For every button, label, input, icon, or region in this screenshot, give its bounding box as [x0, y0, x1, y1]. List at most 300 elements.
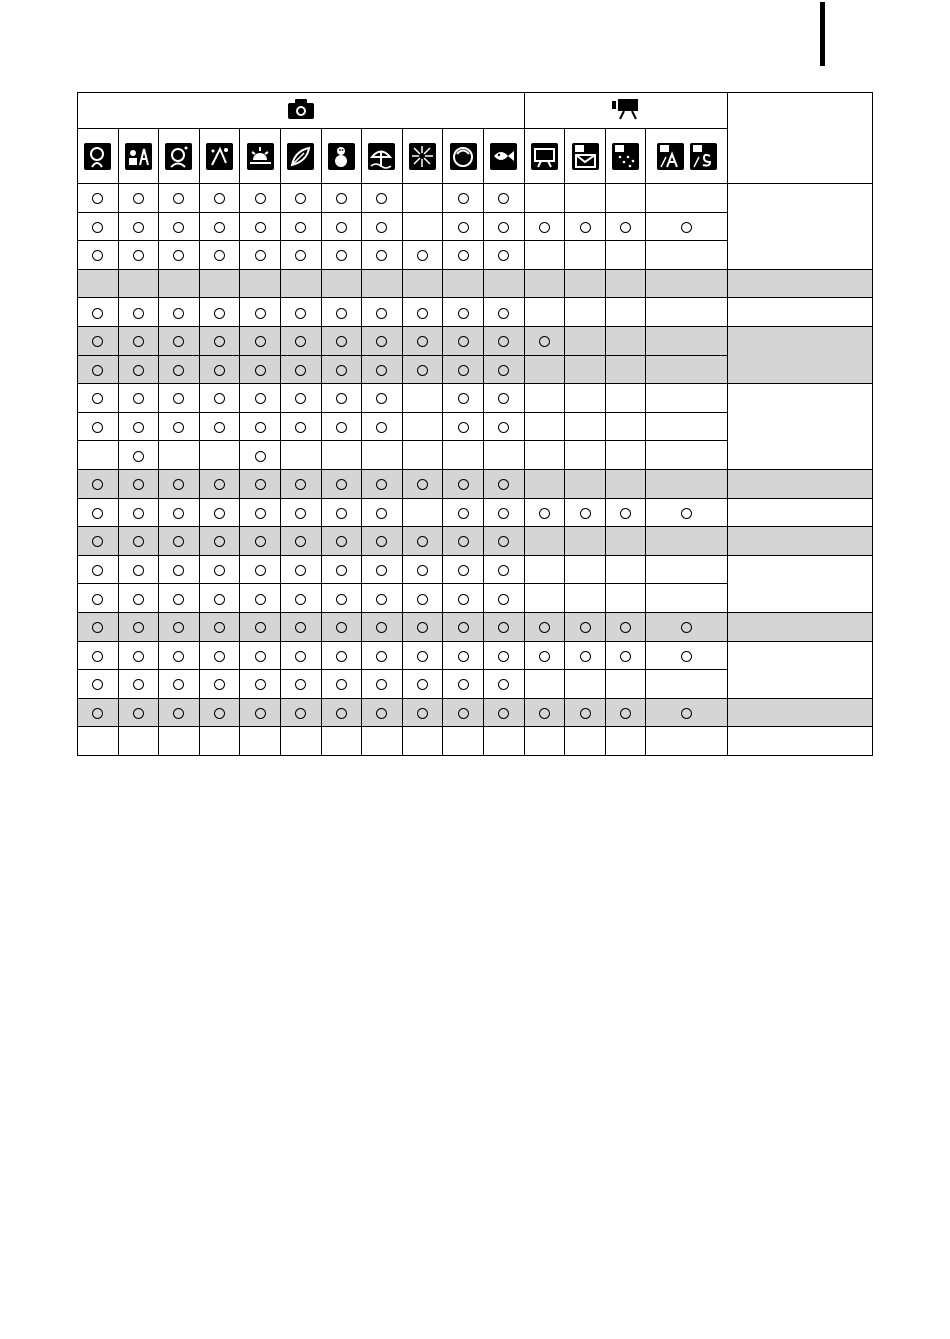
table-cell	[280, 184, 321, 213]
table-cell	[199, 298, 240, 327]
table-cell	[605, 269, 646, 298]
available-mark-icon	[295, 222, 306, 233]
table-cell	[78, 412, 119, 441]
table-cell	[280, 355, 321, 384]
table-cell	[321, 641, 362, 670]
available-mark-icon	[92, 422, 103, 433]
table-cell	[565, 527, 606, 556]
table-cell	[483, 641, 524, 670]
table-cell	[199, 555, 240, 584]
available-mark-icon	[173, 508, 184, 519]
available-mark-icon	[92, 393, 103, 404]
available-mark-icon	[498, 594, 509, 605]
available-mark-icon	[255, 422, 266, 433]
table-cell	[118, 441, 159, 470]
available-mark-icon	[681, 508, 692, 519]
available-mark-icon	[417, 565, 428, 576]
table-cell	[524, 241, 565, 270]
table-cell	[118, 698, 159, 727]
available-mark-icon	[376, 222, 387, 233]
table-row	[78, 326, 873, 355]
table-cell	[362, 326, 403, 355]
table-cell	[362, 498, 403, 527]
table-cell	[565, 298, 606, 327]
movie-header-cell	[524, 93, 727, 129]
available-mark-icon	[498, 365, 509, 376]
scene-column-header	[159, 129, 200, 184]
available-mark-icon	[295, 679, 306, 690]
available-mark-icon	[214, 679, 225, 690]
table-cell	[524, 326, 565, 355]
table-cell	[280, 469, 321, 498]
table-cell	[565, 555, 606, 584]
available-mark-icon	[417, 651, 428, 662]
available-mark-icon	[214, 222, 225, 233]
available-mark-icon	[417, 536, 428, 547]
scene-column-header	[362, 129, 403, 184]
table-cell	[159, 698, 200, 727]
available-mark-icon	[133, 479, 144, 490]
table-cell	[443, 584, 484, 613]
available-mark-icon	[458, 565, 469, 576]
available-mark-icon	[92, 708, 103, 719]
table-cell	[443, 698, 484, 727]
available-mark-icon	[173, 479, 184, 490]
beach-icon	[368, 143, 395, 170]
available-mark-icon	[173, 393, 184, 404]
table-cell	[565, 412, 606, 441]
table-cell	[443, 412, 484, 441]
available-mark-icon	[92, 336, 103, 347]
table-cell	[78, 641, 119, 670]
table-cell	[362, 527, 403, 556]
table-cell	[402, 441, 443, 470]
table-cell	[402, 612, 443, 641]
available-mark-icon	[295, 536, 306, 547]
table-cell	[159, 612, 200, 641]
table-row	[78, 498, 873, 527]
available-mark-icon	[92, 308, 103, 319]
table-cell	[118, 498, 159, 527]
table-cell	[78, 498, 119, 527]
table-cell	[362, 441, 403, 470]
table-cell	[565, 384, 606, 413]
table-cell	[240, 469, 281, 498]
table-cell	[483, 670, 524, 699]
table-row	[78, 469, 873, 498]
available-mark-icon	[620, 508, 631, 519]
table-cell	[524, 527, 565, 556]
table-cell	[199, 698, 240, 727]
table-cell	[524, 670, 565, 699]
table-cell	[280, 498, 321, 527]
table-cell	[78, 612, 119, 641]
available-mark-icon	[458, 336, 469, 347]
table-cell	[443, 355, 484, 384]
table-cell	[605, 698, 646, 727]
table-cell	[362, 269, 403, 298]
available-mark-icon	[214, 422, 225, 433]
scene-column-header	[321, 129, 362, 184]
available-mark-icon	[417, 594, 428, 605]
scene-column-header	[605, 129, 646, 184]
available-mark-icon	[214, 708, 225, 719]
table-cell	[565, 269, 606, 298]
portrait-icon	[84, 143, 111, 170]
table-cell	[118, 298, 159, 327]
available-mark-icon	[539, 651, 550, 662]
table-cell	[321, 355, 362, 384]
table-cell	[565, 727, 606, 756]
table-cell	[159, 184, 200, 213]
scene-column-header	[199, 129, 240, 184]
available-mark-icon	[376, 308, 387, 319]
table-cell	[646, 298, 727, 327]
table-cell	[443, 384, 484, 413]
table-cell	[362, 698, 403, 727]
table-cell	[483, 184, 524, 213]
table-cell	[362, 212, 403, 241]
available-mark-icon	[376, 622, 387, 633]
table-cell	[524, 641, 565, 670]
available-mark-icon	[580, 222, 591, 233]
available-mark-icon	[214, 193, 225, 204]
table-cell	[605, 727, 646, 756]
available-mark-icon	[295, 365, 306, 376]
available-mark-icon	[214, 365, 225, 376]
available-mark-icon	[255, 536, 266, 547]
available-mark-icon	[376, 651, 387, 662]
table-cell	[646, 670, 727, 699]
table-cell	[199, 384, 240, 413]
table-cell	[78, 527, 119, 556]
table-cell	[362, 469, 403, 498]
movie-standard-icon	[531, 143, 558, 170]
table-cell	[362, 584, 403, 613]
table-cell	[443, 641, 484, 670]
table-cell	[402, 355, 443, 384]
table-cell	[483, 412, 524, 441]
table-cell	[483, 212, 524, 241]
table-cell	[402, 212, 443, 241]
available-mark-icon	[133, 336, 144, 347]
table-cell	[240, 269, 281, 298]
table-cell	[321, 612, 362, 641]
table-cell	[240, 241, 281, 270]
table-cell	[118, 527, 159, 556]
available-mark-icon	[376, 708, 387, 719]
available-mark-icon	[458, 622, 469, 633]
table-cell	[240, 212, 281, 241]
available-mark-icon	[336, 193, 347, 204]
table-cell	[605, 184, 646, 213]
table-cell	[443, 212, 484, 241]
available-mark-icon	[681, 622, 692, 633]
table-cell	[78, 355, 119, 384]
table-cell	[78, 212, 119, 241]
available-mark-icon	[620, 622, 631, 633]
table-cell	[159, 527, 200, 556]
available-mark-icon	[133, 250, 144, 261]
table-cell	[280, 641, 321, 670]
available-mark-icon	[295, 622, 306, 633]
available-mark-icon	[255, 508, 266, 519]
table-cell	[443, 727, 484, 756]
table-cell	[159, 326, 200, 355]
table-cell	[402, 670, 443, 699]
table-cell	[240, 527, 281, 556]
table-cell	[321, 555, 362, 584]
available-mark-icon	[681, 222, 692, 233]
table-cell	[280, 670, 321, 699]
available-mark-icon	[336, 565, 347, 576]
available-mark-icon	[133, 594, 144, 605]
available-mark-icon	[92, 250, 103, 261]
table-cell	[78, 698, 119, 727]
table-cell	[402, 184, 443, 213]
available-mark-icon	[173, 222, 184, 233]
available-mark-icon	[336, 622, 347, 633]
table-cell	[78, 241, 119, 270]
table-row	[78, 641, 873, 670]
available-mark-icon	[255, 479, 266, 490]
available-mark-icon	[173, 679, 184, 690]
available-mark-icon	[376, 365, 387, 376]
table-cell	[605, 384, 646, 413]
table-cell	[483, 698, 524, 727]
available-mark-icon	[133, 679, 144, 690]
scene-column-header	[524, 129, 565, 184]
table-cell	[199, 469, 240, 498]
available-mark-icon	[92, 679, 103, 690]
table-cell	[483, 241, 524, 270]
foliage-icon	[287, 143, 314, 170]
table-cell	[199, 527, 240, 556]
available-mark-icon	[255, 651, 266, 662]
table-cell	[118, 184, 159, 213]
table-cell	[646, 355, 727, 384]
table-cell	[362, 670, 403, 699]
available-mark-icon	[336, 222, 347, 233]
available-mark-icon	[295, 422, 306, 433]
reference-cell	[727, 641, 872, 698]
available-mark-icon	[133, 365, 144, 376]
table-cell	[159, 241, 200, 270]
table-cell	[565, 355, 606, 384]
available-mark-icon	[255, 594, 266, 605]
table-cell	[605, 298, 646, 327]
table-cell	[646, 469, 727, 498]
available-mark-icon	[336, 250, 347, 261]
table-cell	[118, 355, 159, 384]
table-cell	[646, 698, 727, 727]
available-mark-icon	[255, 708, 266, 719]
table-cell	[402, 412, 443, 441]
scene-column-header	[443, 129, 484, 184]
table-cell	[159, 641, 200, 670]
table-cell	[483, 298, 524, 327]
reference-cell	[727, 469, 872, 498]
table-cell	[199, 612, 240, 641]
table-cell	[280, 527, 321, 556]
table-cell	[240, 584, 281, 613]
table-cell	[280, 212, 321, 241]
available-mark-icon	[580, 708, 591, 719]
table-cell	[240, 727, 281, 756]
table-cell	[159, 498, 200, 527]
available-mark-icon	[255, 365, 266, 376]
table-cell	[483, 355, 524, 384]
table-cell	[362, 184, 403, 213]
table-cell	[524, 612, 565, 641]
table-cell	[605, 527, 646, 556]
table-cell	[565, 498, 606, 527]
table-cell	[280, 727, 321, 756]
available-mark-icon	[255, 250, 266, 261]
table-cell	[443, 670, 484, 699]
available-mark-icon	[214, 250, 225, 261]
table-cell	[402, 469, 443, 498]
available-mark-icon	[173, 651, 184, 662]
table-cell	[524, 269, 565, 298]
available-mark-icon	[295, 336, 306, 347]
table-cell	[483, 727, 524, 756]
table-cell	[118, 555, 159, 584]
available-mark-icon	[458, 594, 469, 605]
available-mark-icon	[681, 708, 692, 719]
table-cell	[443, 555, 484, 584]
table-cell	[483, 527, 524, 556]
table-cell	[362, 412, 403, 441]
fireworks-icon	[409, 143, 436, 170]
table-cell	[199, 184, 240, 213]
table-cell	[159, 584, 200, 613]
available-mark-icon	[458, 708, 469, 719]
table-cell	[240, 326, 281, 355]
table-row	[78, 184, 873, 213]
table-cell	[240, 612, 281, 641]
table-cell	[280, 412, 321, 441]
table-row	[78, 527, 873, 556]
table-cell	[199, 241, 240, 270]
sunset-icon	[247, 143, 274, 170]
table-cell	[483, 612, 524, 641]
table-cell	[646, 269, 727, 298]
table-cell	[646, 612, 727, 641]
available-mark-icon	[92, 365, 103, 376]
reference-cell	[727, 727, 872, 756]
available-mark-icon	[498, 222, 509, 233]
available-mark-icon	[336, 679, 347, 690]
available-mark-icon	[173, 536, 184, 547]
reference-cell	[727, 555, 872, 612]
table-cell	[646, 441, 727, 470]
table-row	[78, 384, 873, 413]
available-mark-icon	[133, 451, 144, 462]
available-mark-icon	[173, 336, 184, 347]
table-cell	[78, 184, 119, 213]
table-cell	[78, 469, 119, 498]
available-mark-icon	[92, 536, 103, 547]
table-cell	[483, 469, 524, 498]
table-cell	[646, 184, 727, 213]
table-cell	[240, 412, 281, 441]
available-mark-icon	[539, 336, 550, 347]
table-cell	[402, 727, 443, 756]
available-mark-icon	[214, 565, 225, 576]
table-cell	[280, 584, 321, 613]
scene-column-header	[646, 129, 727, 184]
available-mark-icon	[173, 594, 184, 605]
table-cell	[443, 326, 484, 355]
available-mark-icon	[133, 565, 144, 576]
table-cell	[524, 698, 565, 727]
available-mark-icon	[539, 622, 550, 633]
table-cell	[483, 269, 524, 298]
table-cell	[565, 212, 606, 241]
table-cell	[605, 670, 646, 699]
table-cell	[483, 584, 524, 613]
available-mark-icon	[498, 622, 509, 633]
available-mark-icon	[295, 508, 306, 519]
available-mark-icon	[498, 565, 509, 576]
available-mark-icon	[92, 479, 103, 490]
table-cell	[321, 184, 362, 213]
reference-cell	[727, 698, 872, 727]
table-cell	[118, 469, 159, 498]
table-cell	[524, 555, 565, 584]
available-mark-icon	[498, 308, 509, 319]
available-mark-icon	[417, 479, 428, 490]
table-cell	[362, 384, 403, 413]
table-cell	[524, 298, 565, 327]
table-cell	[321, 241, 362, 270]
table-cell	[159, 727, 200, 756]
table-cell	[78, 269, 119, 298]
available-mark-icon	[458, 250, 469, 261]
available-mark-icon	[214, 651, 225, 662]
available-mark-icon	[214, 479, 225, 490]
table-row	[78, 269, 873, 298]
movie-camera-icon	[611, 98, 641, 120]
movie-color-swap-icon	[690, 143, 717, 170]
table-cell	[402, 241, 443, 270]
table-cell	[605, 326, 646, 355]
underwater-icon	[450, 143, 477, 170]
available-mark-icon	[92, 651, 103, 662]
reference-cell	[727, 384, 872, 470]
table-cell	[402, 527, 443, 556]
available-mark-icon	[255, 622, 266, 633]
available-mark-icon	[133, 536, 144, 547]
available-mark-icon	[336, 594, 347, 605]
table-cell	[78, 584, 119, 613]
table-cell	[565, 469, 606, 498]
table-cell	[199, 269, 240, 298]
table-cell	[159, 469, 200, 498]
table-cell	[280, 612, 321, 641]
available-mark-icon	[214, 508, 225, 519]
table-cell	[483, 326, 524, 355]
table-cell	[443, 184, 484, 213]
table-cell	[646, 412, 727, 441]
available-mark-icon	[255, 193, 266, 204]
available-mark-icon	[214, 536, 225, 547]
table-cell	[443, 612, 484, 641]
available-mark-icon	[173, 250, 184, 261]
available-mark-icon	[336, 479, 347, 490]
table-cell	[443, 498, 484, 527]
